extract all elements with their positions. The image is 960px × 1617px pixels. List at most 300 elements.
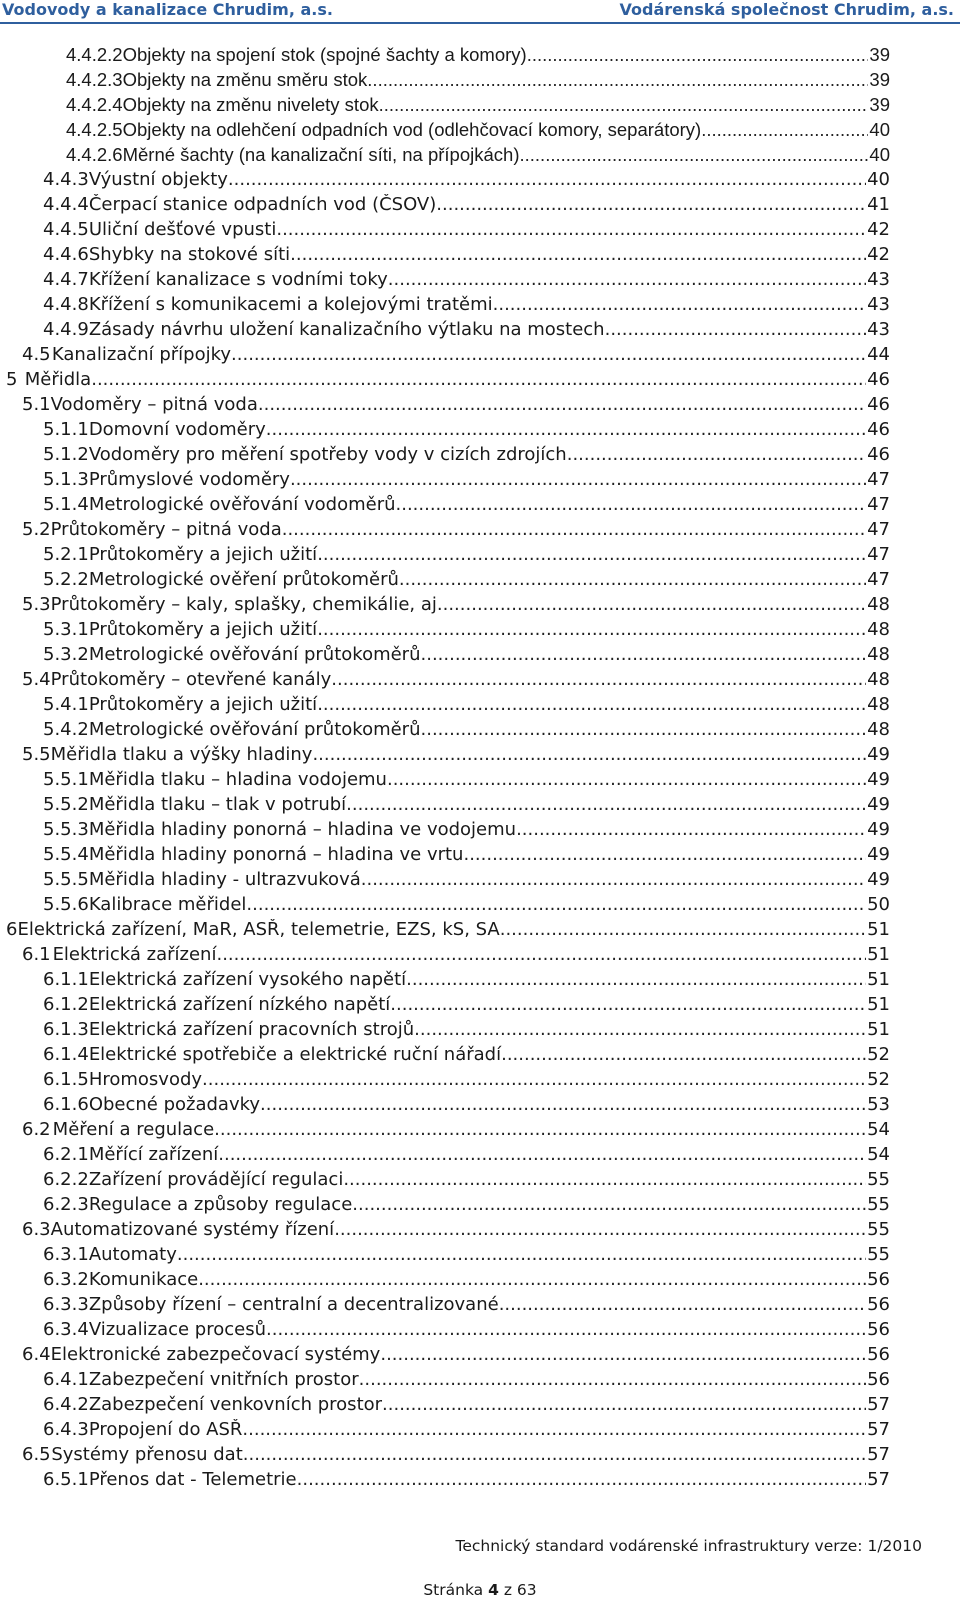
- toc-entry-title: Vodoměry – pitná voda: [50, 394, 258, 415]
- toc-entry[interactable]: [43, 869, 890, 894]
- toc-leader-dots: [463, 844, 866, 865]
- toc-entry-number: 5.1.4: [43, 494, 89, 515]
- toc-entry-number: 6.3.1: [43, 1244, 89, 1265]
- toc-entry[interactable]: [43, 994, 890, 1019]
- toc-entry[interactable]: [43, 569, 890, 594]
- toc-entry-page: 48: [867, 719, 890, 740]
- toc-entry-number: 5.1.2: [43, 444, 89, 465]
- toc-leader-dots: [334, 1219, 866, 1240]
- toc-entry-title: Objekty na změnu nivelety stok: [122, 94, 379, 115]
- toc-entry-title: Kalibrace měřidel: [88, 894, 247, 915]
- toc-leader-dots: [214, 1119, 866, 1140]
- toc-entry-number: 5.5.5: [43, 869, 89, 890]
- toc-entry-title: Elektrická zařízení: [52, 944, 217, 965]
- toc-entry-number: 5.2: [22, 519, 51, 540]
- toc-leader-dots: [516, 819, 866, 840]
- toc-entry-page: 54: [867, 1119, 890, 1140]
- toc-entry-number: 6.1.5: [43, 1069, 89, 1090]
- toc-entry-title: Průtokoměry a jejich užití: [88, 619, 318, 640]
- toc-entry-title: Měřidla: [24, 369, 92, 390]
- toc-entry[interactable]: [22, 1444, 890, 1469]
- toc-entry[interactable]: [43, 1194, 890, 1219]
- toc-entry-title: Měřidla hladiny ponorná – hladina ve vodojemu: [88, 819, 517, 840]
- toc-entry-number: 5.5.2: [43, 794, 89, 815]
- toc-leader-dots: [500, 919, 866, 940]
- toc-entry-title: Měrné šachty (na kanalizační síti, na přípojkách): [122, 144, 520, 165]
- toc-entry-number: 4.5: [22, 344, 51, 365]
- toc-entry-number: 6: [6, 919, 18, 940]
- toc-entry-title: Objekty na odlehčení odpadních vod (odlehčovací komory, separátory): [122, 119, 702, 140]
- toc-entry-page: 47: [867, 519, 890, 540]
- toc-entry-page: 44: [867, 344, 890, 365]
- toc-leader-dots: [91, 369, 866, 390]
- toc-entry-title: Křížení s komunikacemi a kolejovými tratěmi: [88, 294, 493, 315]
- toc-entry-page: 57: [867, 1444, 890, 1465]
- toc-leader-dots: [390, 994, 866, 1015]
- toc-entry-page: 48: [867, 669, 890, 690]
- toc-entry-page: 47: [867, 569, 890, 590]
- toc-entry-title: Metrologické ověřování průtokoměrů: [88, 719, 421, 740]
- toc-leader-dots: [343, 1169, 866, 1190]
- toc-entry-page: 53: [867, 1094, 890, 1115]
- toc-entry-title: Zabezpečení vnitřních prostor: [88, 1369, 359, 1390]
- toc-entry-page: 43: [867, 269, 890, 290]
- toc-leader-dots: [312, 744, 866, 765]
- toc-entry-page: 47: [867, 469, 890, 490]
- toc-leader-dots: [380, 1344, 866, 1365]
- toc-entry[interactable]: [66, 94, 890, 119]
- toc-entry-page: 50: [867, 894, 890, 915]
- toc-entry-title: Metrologické ověření průtokoměrů: [88, 569, 399, 590]
- toc-entry[interactable]: [43, 1469, 890, 1494]
- toc-entry-title: Výustní objekty: [88, 169, 228, 190]
- toc-entry-title: Obecné požadavky: [88, 1094, 261, 1115]
- toc-leader-dots: [258, 394, 866, 415]
- footer-standard: Technický standard vodárenské infrastruktury verze: 1/2010: [455, 1537, 922, 1555]
- toc-leader-dots: [493, 294, 866, 315]
- page-separator: z: [503, 1581, 512, 1599]
- toc-entry-page: 40: [869, 144, 890, 165]
- toc-entry-page: 56: [867, 1269, 890, 1290]
- toc-entry-page: 47: [867, 494, 890, 515]
- toc-entry-number: 5.1: [22, 394, 51, 415]
- toc-entry[interactable]: [6, 919, 890, 944]
- toc-entry[interactable]: [43, 1069, 890, 1094]
- toc-entry[interactable]: [43, 1094, 890, 1119]
- toc-entry-page: 43: [867, 319, 890, 340]
- toc-entry[interactable]: [43, 1169, 890, 1194]
- toc-entry[interactable]: [43, 444, 890, 469]
- toc-entry[interactable]: [22, 344, 890, 369]
- toc-entry-title: Zabezpečení venkovních prostor: [88, 1394, 383, 1415]
- toc-entry-page: 49: [867, 869, 890, 890]
- toc-entry-number: 6.4.3: [43, 1419, 89, 1440]
- toc-entry-title: Vodoměry pro měření spotřeby vody v cizích zdrojích: [88, 444, 567, 465]
- header-rule: [0, 22, 960, 24]
- toc-leader-dots: [228, 169, 866, 190]
- toc-leader-dots: [367, 69, 868, 91]
- toc-leader-dots: [266, 419, 866, 440]
- toc-entry-number: 4.4.9: [43, 319, 89, 340]
- toc-entry-page: 51: [867, 1019, 890, 1040]
- toc-entry[interactable]: [22, 594, 890, 619]
- toc-entry-number: 4.4.7: [43, 269, 89, 290]
- toc-entry-number: 5.3.1: [43, 619, 89, 640]
- toc-entry-number: 6.3: [22, 1219, 51, 1240]
- toc-entry-page: 52: [867, 1044, 890, 1065]
- toc-entry[interactable]: [43, 319, 890, 344]
- toc-entry[interactable]: [22, 519, 890, 544]
- toc-leader-dots: [242, 1419, 866, 1440]
- toc-entry-title: Automaty: [88, 1244, 177, 1265]
- toc-entry-page: 49: [867, 794, 890, 815]
- toc-entry-page: 47: [867, 544, 890, 565]
- toc-entry-title: Elektrická zařízení pracovních strojů: [88, 1019, 415, 1040]
- toc-entry-page: 56: [867, 1344, 890, 1365]
- toc-entry-page: 49: [867, 819, 890, 840]
- toc-entry[interactable]: [43, 1294, 890, 1319]
- toc-entry[interactable]: [43, 469, 890, 494]
- toc-entry[interactable]: [43, 219, 890, 244]
- toc-entry-number: 6.2: [22, 1119, 51, 1140]
- toc-entry-number: 5.1.3: [43, 469, 89, 490]
- toc-entry-title: Objekty na změnu směru stok: [122, 69, 368, 90]
- toc-entry[interactable]: [43, 544, 890, 569]
- toc-entry[interactable]: [22, 1119, 890, 1144]
- toc-entry[interactable]: [22, 1344, 890, 1369]
- toc-entry-title: Metrologické ověřování průtokoměrů: [88, 644, 421, 665]
- toc-entry-number: 6.1.6: [43, 1094, 89, 1115]
- toc-leader-dots: [361, 869, 866, 890]
- toc-entry-number: 6.5: [22, 1444, 51, 1465]
- toc-entry[interactable]: [43, 969, 890, 994]
- toc-leader-dots: [388, 269, 866, 290]
- toc-entry-page: 54: [867, 1144, 890, 1165]
- toc-entry[interactable]: [43, 1419, 890, 1444]
- toc-entry-page: 57: [867, 1419, 890, 1440]
- toc-leader-dots: [218, 1144, 866, 1165]
- toc-entry-title: Shybky na stokové síti: [88, 244, 291, 265]
- toc-entry-number: 5.4.1: [43, 694, 89, 715]
- toc-entry-number: 6.1.2: [43, 994, 89, 1015]
- toc-entry-page: 48: [867, 644, 890, 665]
- toc-entry-number: 5.4: [22, 669, 51, 690]
- page-total: 63: [516, 1581, 537, 1599]
- toc-entry-title: Kanalizační přípojky: [51, 344, 232, 365]
- toc-entry-page: 41: [867, 194, 890, 215]
- toc-leader-dots: [290, 244, 866, 265]
- toc-entry-title: Systémy přenosu dat: [51, 1444, 243, 1465]
- toc-entry-number: 4.4.2.5: [66, 119, 123, 140]
- toc-entry-number: 4.4.2.6: [66, 144, 123, 165]
- toc-entry[interactable]: [43, 494, 890, 519]
- toc-leader-dots: [317, 619, 866, 640]
- toc-entry-number: 5.5.3: [43, 819, 89, 840]
- toc-leader-dots: [382, 1394, 866, 1415]
- toc-entry[interactable]: [22, 1219, 890, 1244]
- toc-leader-dots: [359, 1369, 866, 1390]
- toc-entry[interactable]: [43, 169, 890, 194]
- toc-entry-title: Objekty na spojení stok (spojné šachty a komory): [122, 44, 527, 65]
- toc-entry-page: 49: [867, 844, 890, 865]
- toc-entry-title: Metrologické ověřování vodoměrů: [88, 494, 396, 515]
- toc-entry-page: 39: [869, 69, 890, 90]
- toc-leader-dots: [317, 544, 866, 565]
- toc-entry-page: 55: [867, 1219, 890, 1240]
- toc-entry-number: 5.3: [22, 594, 51, 615]
- toc-entry-title: Průtokoměry – kaly, splašky, chemikálie, aj.: [50, 594, 443, 615]
- toc-entry-title: Elektronické zabezpečovací systémy: [50, 1344, 381, 1365]
- toc-entry-number: 6.2.1: [43, 1144, 89, 1165]
- toc-entry-page: 57: [867, 1469, 890, 1490]
- toc-leader-dots: [202, 1069, 866, 1090]
- toc-entry-number: 5.4.2: [43, 719, 89, 740]
- toc-entry-title: Průtokoměry – otevřené kanály: [50, 669, 332, 690]
- toc-entry[interactable]: [43, 719, 890, 744]
- toc-entry-number: 5.5.1: [43, 769, 89, 790]
- toc-entry-number: 5.5.4: [43, 844, 89, 865]
- toc-entry-page: 51: [867, 944, 890, 965]
- toc-entry-title: Elektrické spotřebiče a elektrické ruční nářadí: [88, 1044, 502, 1065]
- toc-entry[interactable]: [66, 144, 890, 169]
- toc-entry[interactable]: [43, 1269, 890, 1294]
- toc-entry-page: 52: [867, 1069, 890, 1090]
- toc-entry[interactable]: [6, 369, 890, 394]
- toc-entry-page: 46: [867, 394, 890, 415]
- toc-entry-page: 48: [867, 619, 890, 640]
- toc-entry-title: Regulace a způsoby regulace: [88, 1194, 353, 1215]
- toc-entry-number: 5.3.2: [43, 644, 89, 665]
- toc-entry[interactable]: [43, 1319, 890, 1344]
- toc-entry-number: 6.5.1: [43, 1469, 89, 1490]
- toc-entry-title: Elektrická zařízení nízkého napětí: [88, 994, 391, 1015]
- toc-entry-number: 4.4.6: [43, 244, 89, 265]
- toc-entry-title: Komunikace: [88, 1269, 199, 1290]
- toc-leader-dots: [443, 594, 866, 615]
- toc-entry-title: Uliční dešťové vpusti: [88, 219, 277, 240]
- toc-entry[interactable]: [43, 794, 890, 819]
- toc-entry[interactable]: [66, 69, 890, 94]
- toc-entry-number: 6.4.2: [43, 1394, 89, 1415]
- header-left: Vodovody a kanalizace Chrudim, a.s.: [2, 0, 333, 19]
- toc-entry-title: Způsoby řízení – centralní a decentralizované: [88, 1294, 499, 1315]
- toc-leader-dots: [520, 144, 869, 166]
- toc-leader-dots: [346, 794, 866, 815]
- toc-entry[interactable]: [66, 44, 890, 69]
- toc-entry-page: 39: [869, 44, 890, 65]
- toc-leader-dots: [260, 1094, 866, 1115]
- toc-entry-title: Zařízení provádějící regulaci: [88, 1169, 344, 1190]
- toc-entry-number: 5.5.6: [43, 894, 89, 915]
- toc-entry-page: 55: [867, 1194, 890, 1215]
- toc-leader-dots: [414, 1019, 866, 1040]
- toc-entry-number: 5.1.1: [43, 419, 89, 440]
- toc-entry-title: Elektrická zařízení, MaR, ASŘ, telemetrie, EZS, kS, SA: [17, 919, 500, 940]
- toc-entry-title: Měřidla hladiny ponorná – hladina ve vrtu: [88, 844, 464, 865]
- toc-entry[interactable]: [43, 844, 890, 869]
- toc-leader-dots: [421, 719, 867, 740]
- page-label: Stránka: [423, 1581, 484, 1599]
- toc-leader-dots: [499, 1294, 866, 1315]
- toc-entry-number: 6.4: [22, 1344, 51, 1365]
- toc-entry-page: 49: [867, 769, 890, 790]
- toc-entry-number: 4.4.8: [43, 294, 89, 315]
- toc-entry-page: 42: [867, 244, 890, 265]
- toc-leader-dots: [501, 1044, 866, 1065]
- toc-entry[interactable]: [22, 744, 890, 769]
- toc-leader-dots: [231, 344, 866, 365]
- toc-entry-title: Domovní vodoměry: [88, 419, 266, 440]
- toc-entry-page: 42: [867, 219, 890, 240]
- toc-entry-number: 6.2.3: [43, 1194, 89, 1215]
- toc-entry-title: Čerpací stanice odpadních vod (ČSOV): [88, 194, 437, 215]
- footer-page-number: [0, 1581, 960, 1599]
- toc-entry[interactable]: [43, 694, 890, 719]
- toc-entry-title: Měření a regulace: [52, 1119, 215, 1140]
- toc-entry-title: Přenos dat - Telemetrie: [88, 1469, 297, 1490]
- toc-leader-dots: [701, 119, 868, 141]
- toc-entry-number: 5.2.1: [43, 544, 89, 565]
- toc-entry-number: 4.4.3: [43, 169, 89, 190]
- toc-entry[interactable]: [43, 1394, 890, 1419]
- toc-leader-dots: [605, 319, 867, 340]
- toc-entry-title: Měřidla tlaku a výšky hladiny: [50, 744, 313, 765]
- toc-entry[interactable]: [43, 294, 890, 319]
- toc-entry-title: Zásady návrhu uložení kanalizačního výtlaku na mostech: [88, 319, 605, 340]
- toc-entry-title: Křížení kanalizace s vodními toky: [88, 269, 388, 290]
- toc-entry-title: Průtokoměry – pitná voda: [50, 519, 282, 540]
- toc-entry[interactable]: [43, 419, 890, 444]
- toc-entry-title: Vizualizace procesů: [88, 1319, 266, 1340]
- toc-leader-dots: [243, 1444, 866, 1465]
- toc-entry-title: Měřící zařízení: [88, 1144, 219, 1165]
- toc-entry-title: Průtokoměry a jejich užití: [88, 544, 318, 565]
- toc-entry[interactable]: [43, 269, 890, 294]
- toc-entry[interactable]: [43, 1244, 890, 1269]
- toc-entry-page: 46: [867, 369, 890, 390]
- toc-entry-page: 55: [867, 1244, 890, 1265]
- toc-leader-dots: [527, 44, 869, 66]
- toc-entry-number: 6.1.3: [43, 1019, 89, 1040]
- toc-leader-dots: [396, 494, 867, 515]
- toc-entry-page: 56: [867, 1294, 890, 1315]
- toc-entry-page: 40: [869, 119, 890, 140]
- toc-leader-dots: [276, 219, 866, 240]
- page-current: 4: [488, 1581, 499, 1599]
- toc-leader-dots: [246, 894, 866, 915]
- toc-entry-title: Hromosvody: [88, 1069, 203, 1090]
- toc-leader-dots: [331, 669, 866, 690]
- toc-entry-page: 46: [867, 444, 890, 465]
- toc-entry-title: Měřidla tlaku – hladina vodojemu: [88, 769, 387, 790]
- toc-leader-dots: [399, 569, 866, 590]
- toc-entry[interactable]: [66, 119, 890, 144]
- toc-leader-dots: [352, 1194, 866, 1215]
- toc-leader-dots: [406, 969, 866, 990]
- toc-entry-number: 4.4.5: [43, 219, 89, 240]
- toc-entry[interactable]: [22, 944, 890, 969]
- toc-entry-title: Elektrická zařízení vysokého napětí: [88, 969, 407, 990]
- toc-leader-dots: [387, 769, 866, 790]
- toc-leader-dots: [297, 1469, 866, 1490]
- toc-leader-dots: [317, 694, 866, 715]
- toc-entry-number: 6.2.2: [43, 1169, 89, 1190]
- toc-entry-title: Propojení do ASŘ: [88, 1419, 243, 1440]
- toc-entry-number: 4.4.2.2: [66, 44, 123, 65]
- toc-entry[interactable]: [43, 894, 890, 919]
- toc-entry-number: 4.4.2.3: [66, 69, 123, 90]
- toc-leader-dots: [282, 519, 866, 540]
- toc-entry-page: 51: [867, 919, 890, 940]
- header-right: Vodárenská společnost Chrudim, a.s.: [619, 0, 954, 19]
- toc-entry-page: 56: [867, 1319, 890, 1340]
- toc-entry[interactable]: [22, 669, 890, 694]
- toc-entry-title: Průtokoměry a jejich užití: [88, 694, 318, 715]
- toc-leader-dots: [216, 944, 866, 965]
- toc-leader-dots: [198, 1269, 866, 1290]
- toc-entry-number: 6.4.1: [43, 1369, 89, 1390]
- page-header: [0, 0, 960, 22]
- toc-entry-title: Měřidla hladiny - ultrazvuková: [88, 869, 361, 890]
- toc-entry-page: 48: [867, 594, 890, 615]
- toc-entry[interactable]: [43, 644, 890, 669]
- toc-entry-page: 51: [867, 994, 890, 1015]
- toc-leader-dots: [290, 469, 866, 490]
- toc-leader-dots: [436, 194, 866, 215]
- toc-entry-page: 55: [867, 1169, 890, 1190]
- toc-entry-page: 56: [867, 1369, 890, 1390]
- toc-entry[interactable]: [43, 194, 890, 219]
- toc-entry-page: 51: [867, 969, 890, 990]
- toc-entry[interactable]: [43, 619, 890, 644]
- toc-entry[interactable]: [43, 769, 890, 794]
- toc-entry[interactable]: [43, 1044, 890, 1069]
- toc-leader-dots: [421, 644, 867, 665]
- toc-entry-title: Průmyslové vodoměry: [88, 469, 290, 490]
- toc-entry-number: 6.3.3: [43, 1294, 89, 1315]
- toc-leader-dots: [177, 1244, 866, 1265]
- toc-entry-page: 46: [867, 419, 890, 440]
- toc-entry-page: 48: [867, 694, 890, 715]
- toc-entry-number: 6.1: [22, 944, 51, 965]
- toc-entry[interactable]: [43, 244, 890, 269]
- toc-entry-page: 40: [867, 169, 890, 190]
- toc-entry[interactable]: [43, 819, 890, 844]
- toc-entry-page: 57: [867, 1394, 890, 1415]
- toc-entry-number: 6.3.4: [43, 1319, 89, 1340]
- toc-leader-dots: [379, 94, 869, 116]
- toc-entry-number: 5.2.2: [43, 569, 89, 590]
- toc-entry-number: 6.3.2: [43, 1269, 89, 1290]
- toc-entry-page: 39: [869, 94, 890, 115]
- toc-entry[interactable]: [43, 1369, 890, 1394]
- toc-entry-number: 6.1.1: [43, 969, 89, 990]
- toc-entry[interactable]: [43, 1019, 890, 1044]
- toc-entry[interactable]: [43, 1144, 890, 1169]
- toc-entry-page: 49: [867, 744, 890, 765]
- toc-leader-dots: [266, 1319, 866, 1340]
- toc-entry-number: 5.5: [22, 744, 51, 765]
- toc-leader-dots: [567, 444, 866, 465]
- toc-entry-number: 4.4.2.4: [66, 94, 123, 115]
- toc-entry-number: 6.1.4: [43, 1044, 89, 1065]
- toc-entry[interactable]: [22, 394, 890, 419]
- toc-entry-title: Měřidla tlaku – tlak v potrubí: [88, 794, 347, 815]
- toc-entry-number: 5: [6, 369, 18, 390]
- toc-entry-title: Automatizované systémy řízení: [50, 1219, 335, 1240]
- toc-entry-number: 4.4.4: [43, 194, 89, 215]
- toc-entry-page: 43: [867, 294, 890, 315]
